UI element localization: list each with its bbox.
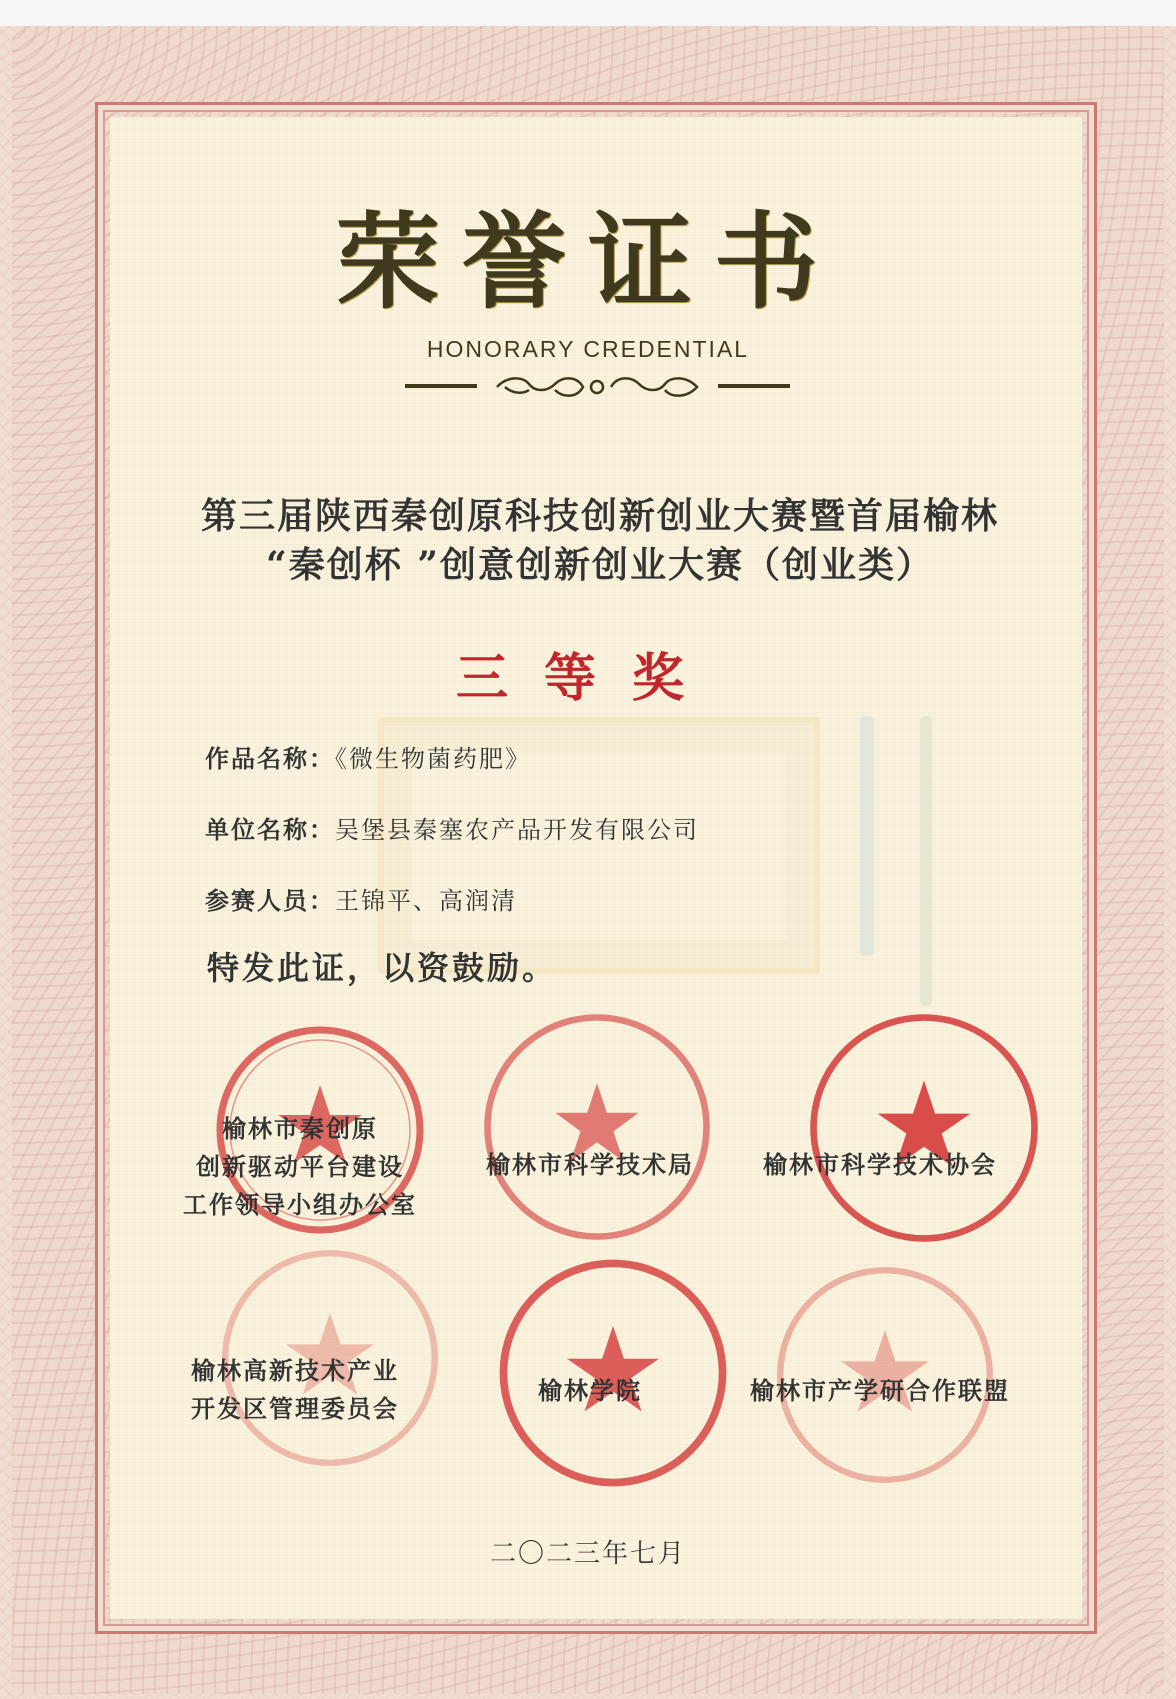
field-label: 参赛人员： [205,886,335,915]
issuer-line: 工作领导小组办公室 [183,1190,417,1219]
competition-title-line1: 第三届陕西秦创原科技创新创业大赛暨首届榆林 [200,495,999,537]
issuer-line: 榆林市产学研合作联盟 [750,1376,1010,1405]
field-organization [205,810,699,845]
issuer-line: 开发区管理委员会 [191,1394,399,1423]
issuer-name [735,1146,1025,1184]
watermark-bar [920,716,932,1006]
issuer-line: 榆林市科学技术协会 [763,1150,997,1179]
official-seal [808,1012,1040,1244]
top-bar [0,0,1176,26]
official-seal [482,1012,712,1242]
issuer-name [725,1372,1035,1410]
issuer-name [150,1110,450,1224]
issuer-line: 榆林市科学技术局 [486,1150,694,1179]
issuer-line: 榆林高新技术产业 [191,1356,399,1385]
field-participants [205,881,517,916]
field-value: 吴堡县秦塞农产品开发有限公司 [335,816,699,844]
issue-date: 二〇二三年七月 [489,1539,686,1569]
issuer-name [505,1372,675,1410]
decorative-ornament-divider [405,372,790,402]
certificate-subtitle-english: HONORARY CREDENTIAL [426,336,750,362]
field-value: 《微生物菌药肥》 [335,745,531,773]
competition-title-line2: “秦创杯 ”创意创新创业大赛（创业类） [266,544,934,586]
watermark-bar [860,716,874,956]
field-value: 王锦平、高润清 [335,887,517,915]
award-level: 三等奖 [455,648,720,709]
issuer-line: 创新驱动平台建设 [196,1152,404,1181]
issuer-name [165,1352,425,1428]
issuer-name [455,1146,725,1184]
field-work-name [205,739,531,774]
certificate-title: 荣誉证书 [335,200,840,323]
issuer-line: 榆林学院 [538,1376,642,1405]
closing-statement: 特发此证，以资鼓励。 [207,949,558,987]
field-label: 作品名称： [205,744,335,773]
field-label: 单位名称： [205,815,335,844]
issuer-line: 榆林市秦创原 [222,1114,378,1143]
